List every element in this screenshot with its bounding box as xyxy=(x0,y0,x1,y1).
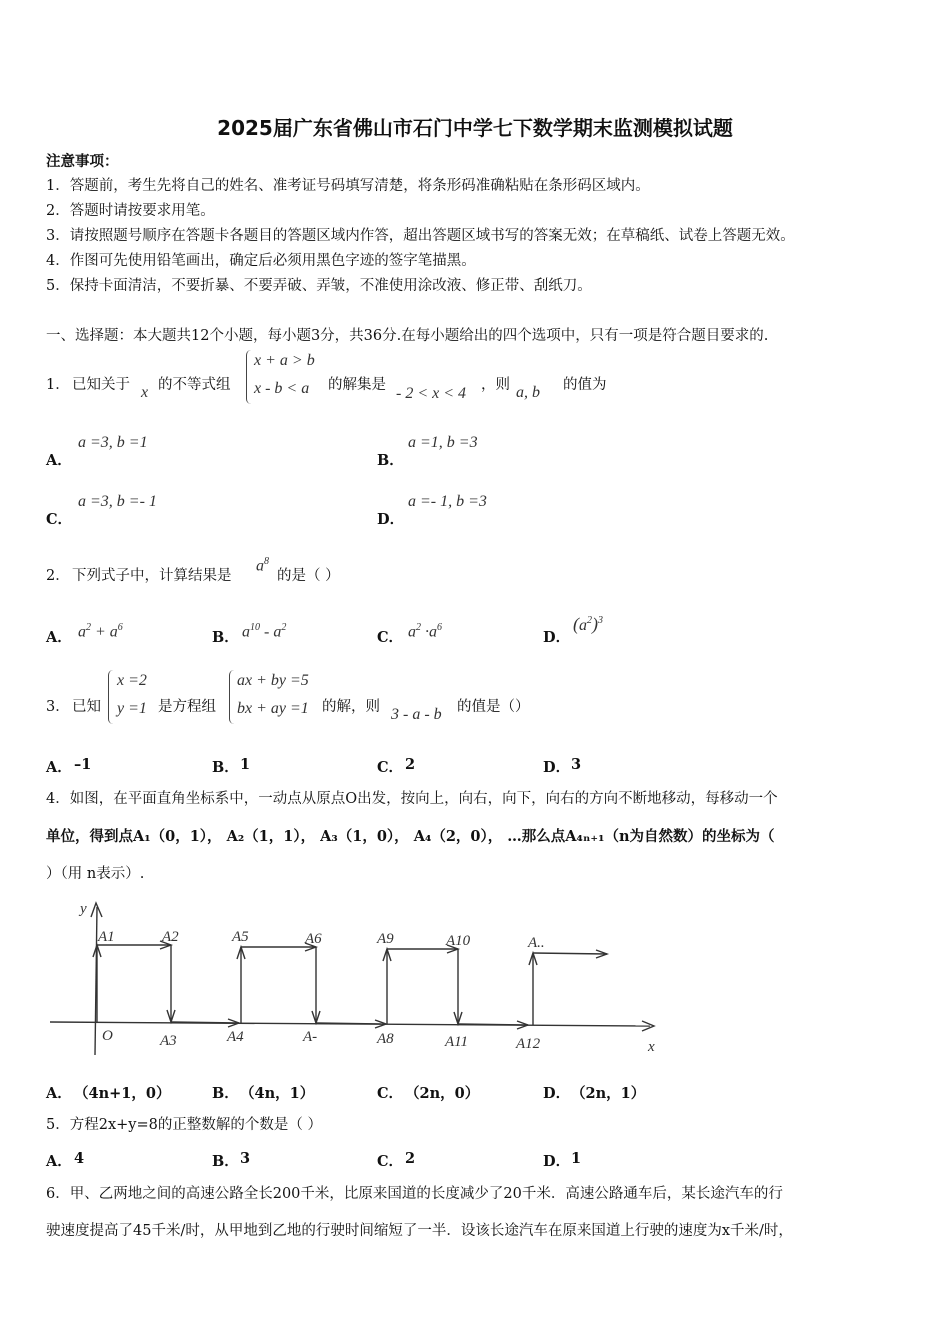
notice-item: 5．保持卡面清洁，不要折暴、不要弄破、弄皱，不准使用涂改液、修正带、刮纸刀。 xyxy=(46,278,592,294)
q1-option-b[interactable]: a =1, b =3 xyxy=(408,434,478,451)
q1-system-line: x + a > b xyxy=(254,352,315,369)
notice-item: 3．请按照题号顺序在答题卡各题目的答题区域内作答，超出答题区域书写的答案无效；在草稿纸、试卷上答题无效。 xyxy=(46,228,795,244)
q5-option-a[interactable]: 4 xyxy=(74,1150,85,1167)
q3-system-line: bx + ay =1 xyxy=(237,700,309,717)
option-label: D． xyxy=(543,629,571,646)
option-label: C． xyxy=(377,629,404,646)
q5-option-c[interactable]: 2 xyxy=(405,1150,416,1167)
q5-option-d[interactable]: 1 xyxy=(571,1150,582,1167)
notice-item: 1．答题前，考生先将自己的姓名、准考证号码填写清楚，将条形码准确粘贴在条形码区域内。 xyxy=(46,178,650,194)
option-label: A． xyxy=(46,629,72,646)
option-label: C． xyxy=(46,511,73,528)
fig-label: A1 xyxy=(98,929,115,945)
fig-label: A4 xyxy=(227,1029,244,1045)
q1-text: 已知关于 xyxy=(72,377,130,393)
option-label: B． xyxy=(212,1085,239,1102)
fig-label: A- xyxy=(303,1029,318,1045)
q3-text: 是方程组 xyxy=(158,699,216,715)
notice-heading: 注意事项： xyxy=(46,153,119,170)
option-label: B． xyxy=(212,629,239,646)
q1-system-brace xyxy=(246,350,251,404)
fig-label: A8 xyxy=(377,1031,394,1047)
option-label: C． xyxy=(377,1153,404,1170)
q1-text: ，则 xyxy=(481,377,510,393)
q3-option-b[interactable]: 1 xyxy=(240,756,251,773)
option-label: B． xyxy=(212,759,239,776)
q4-text-line: 4．如图，在平面直角坐标系中，一动点从原点O出发，按向上，向右，向下，向右的方向不断地移动，每移动一个 xyxy=(46,791,778,807)
notice-item: 2．答题时请按要求用笔。 xyxy=(46,203,215,219)
q2-option-c[interactable]: $a^2 \cdot a^6$ xyxy=(408,622,442,641)
q1-system-line: x - b < a xyxy=(254,380,310,397)
q5-option-b[interactable]: 3 xyxy=(240,1150,251,1167)
q3-option-a[interactable]: –1 xyxy=(74,756,92,773)
option-label: A． xyxy=(46,759,72,776)
q1-number: 1． xyxy=(46,377,70,393)
q3-text: 的解，则 xyxy=(322,699,380,715)
q1-ab: a, b xyxy=(516,384,540,401)
q3-number: 3． xyxy=(46,699,70,715)
fig-label: A9 xyxy=(377,931,394,947)
q3-option-d[interactable]: 3 xyxy=(571,756,582,773)
fig-label: A12 xyxy=(516,1036,541,1052)
q4-option-c[interactable]: （2n，0） xyxy=(405,1085,480,1102)
option-label: C． xyxy=(377,759,404,776)
fig-label: A6 xyxy=(305,931,322,947)
q3-brace-2 xyxy=(229,670,234,724)
q6-text-line: 驶速度提高了45千米/时，从甲地到乙地的行驶时间缩短了一半．设该长途汽车在原来国道上行驶的速度为x千米/时， xyxy=(46,1223,793,1239)
q4-text-line: ）（用 n表示）. xyxy=(46,866,145,882)
fig-label: A3 xyxy=(160,1033,177,1049)
option-label: A． xyxy=(46,1153,72,1170)
option-label: D． xyxy=(377,511,405,528)
q1-text: 的不等式组 xyxy=(158,377,231,393)
q3-solution-line: x =2 xyxy=(117,672,147,689)
q6-text-line: 6．甲、乙两地之间的高速公路全长200千米，比原来国道的长度减少了20千米．高速公路通车后，某长途汽车的行 xyxy=(46,1186,783,1202)
fig-label: A11 xyxy=(445,1034,469,1050)
notice-item: 4．作图可先使用铅笔画出，确定后必须用黑色字迹的签字笔描黑。 xyxy=(46,253,476,269)
q2-option-b[interactable]: $a^{10} - a^2$ xyxy=(242,622,287,641)
fig-label: A10 xyxy=(446,933,471,949)
q3-option-c[interactable]: 2 xyxy=(405,756,416,773)
option-label: B． xyxy=(377,452,404,469)
q4-option-b[interactable]: （4n，1） xyxy=(240,1085,315,1102)
fig-label: y xyxy=(80,901,87,917)
q3-brace-1 xyxy=(108,670,113,724)
q1-var-x: x xyxy=(141,384,149,401)
fig-label: x xyxy=(648,1039,655,1055)
option-label: D． xyxy=(543,1085,571,1102)
q2-option-d[interactable]: $(a^2)^3$ xyxy=(573,614,603,634)
q5-text: 5．方程2x+y=8的正整数解的个数是（ ） xyxy=(46,1117,322,1133)
q2-option-a[interactable]: $a^2 + a^6$ xyxy=(78,622,123,641)
fig-label: A5 xyxy=(232,929,249,945)
q1-option-d[interactable]: a =- 1, b =3 xyxy=(408,493,487,510)
section-heading: 一、选择题：本大题共12个小题，每小题3分，共36分.在每小题给出的四个选项中，只有一项是符合题目要求的. xyxy=(46,328,769,344)
q4-figure xyxy=(50,895,670,1060)
fig-label: A2 xyxy=(162,929,179,945)
q3-text: 的值是（） xyxy=(457,699,530,715)
option-label: D． xyxy=(543,1153,571,1170)
q3-expression: 3 - a - b xyxy=(391,706,442,723)
q1-text: 的解集是 xyxy=(328,377,386,393)
q1-solution: - 2 < x < 4 xyxy=(396,385,467,402)
fig-label: O xyxy=(102,1028,113,1044)
page-title: 2025届广东省佛山市石门中学七下数学期末监测模拟试题 xyxy=(217,116,733,140)
q4-option-a[interactable]: （4n+1，0） xyxy=(74,1085,171,1102)
q2-text: 的是（ ） xyxy=(277,568,340,584)
option-label: B． xyxy=(212,1153,239,1170)
q3-text: 已知 xyxy=(72,699,101,715)
q2-text: 下列式子中，计算结果是 xyxy=(72,568,232,584)
option-label: A． xyxy=(46,1085,72,1102)
option-label: D． xyxy=(543,759,571,776)
q1-text: 的值为 xyxy=(563,377,607,393)
q2-number: 2． xyxy=(46,568,70,584)
q1-option-c[interactable]: a =3, b =- 1 xyxy=(78,493,157,510)
q4-option-d[interactable]: （2n，1） xyxy=(571,1085,646,1102)
option-label: A． xyxy=(46,452,72,469)
q3-solution-line: y =1 xyxy=(117,700,147,717)
q4-text-line: 单位，得到点A₁（0，1）， A₂（1，1）， A₃（1，0）， A₄（2，0）， …那么点A₄ₙ₊₁（n为自然数）的坐标为（ xyxy=(46,828,775,845)
fig-label: A.. xyxy=(528,935,545,951)
q2-target: $a^8$ xyxy=(256,556,269,575)
q1-option-a[interactable]: a =3, b =1 xyxy=(78,434,148,451)
option-label: C． xyxy=(377,1085,404,1102)
q3-system-line: ax + by =5 xyxy=(237,672,309,689)
